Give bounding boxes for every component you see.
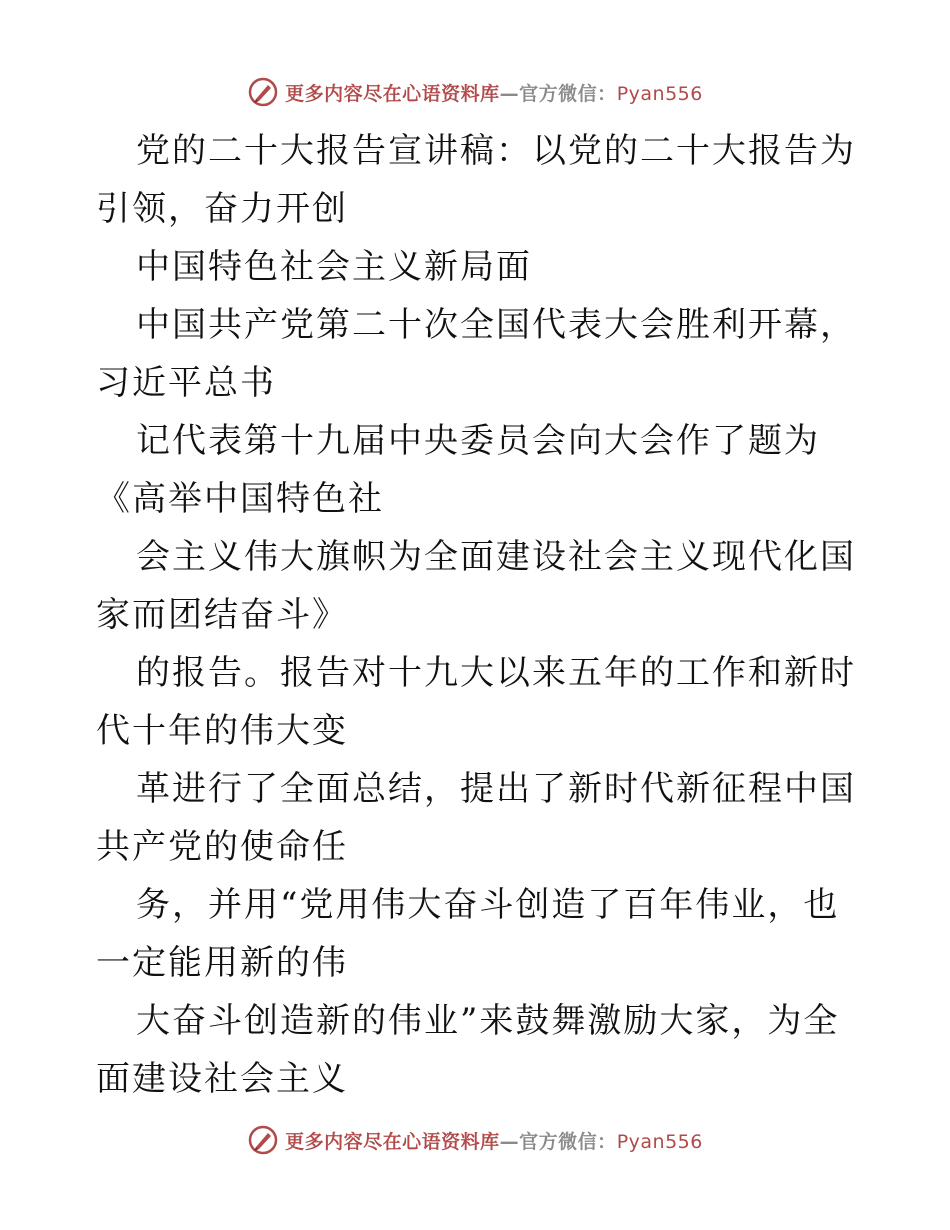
paragraph: 中国特色社会主义新局面 bbox=[136, 247, 532, 287]
paragraph: 记代表第十九届中央委员会向大会作了题为《高举中国特色社 bbox=[96, 421, 820, 519]
paragraph: 务，并用“党用伟大奋斗创造了百年伟业，也一定能用新的伟 bbox=[96, 885, 840, 983]
pen-logo-icon bbox=[247, 1124, 279, 1156]
document-body bbox=[96, 122, 856, 1108]
watermark-brand: 更多内容尽在心语资料库 bbox=[285, 1130, 500, 1153]
watermark-brand: 更多内容尽在心语资料库 bbox=[285, 82, 500, 105]
paragraph: 中国共产党第二十次全国代表大会胜利开幕，习近平总书 bbox=[96, 305, 856, 403]
watermark-separator: —官方微信： bbox=[499, 1130, 617, 1153]
paragraph: 大奋斗创造新的伟业”来鼓舞激励大家，为全面建设社会主义 bbox=[96, 1001, 840, 1099]
watermark-wechat-id: Pyan556 bbox=[616, 82, 703, 105]
header-watermark bbox=[0, 72, 950, 112]
paragraph: 的报告。报告对十九大以来五年的工作和新时代十年的伟大变 bbox=[96, 653, 856, 751]
paragraph: 党的二十大报告宣讲稿：以党的二十大报告为引领，奋力开创 bbox=[96, 131, 856, 229]
paragraph: 革进行了全面总结，提出了新时代新征程中国共产党的使命任 bbox=[96, 769, 856, 867]
watermark-wechat-id: Pyan556 bbox=[616, 1130, 703, 1153]
pen-logo-icon bbox=[247, 76, 279, 108]
watermark-text bbox=[285, 1127, 703, 1154]
watermark-text bbox=[285, 79, 703, 106]
footer-watermark bbox=[0, 1120, 950, 1160]
paragraph: 会主义伟大旗帜为全面建设社会主义现代化国家而团结奋斗》 bbox=[96, 537, 856, 635]
watermark-separator: —官方微信： bbox=[499, 82, 617, 105]
